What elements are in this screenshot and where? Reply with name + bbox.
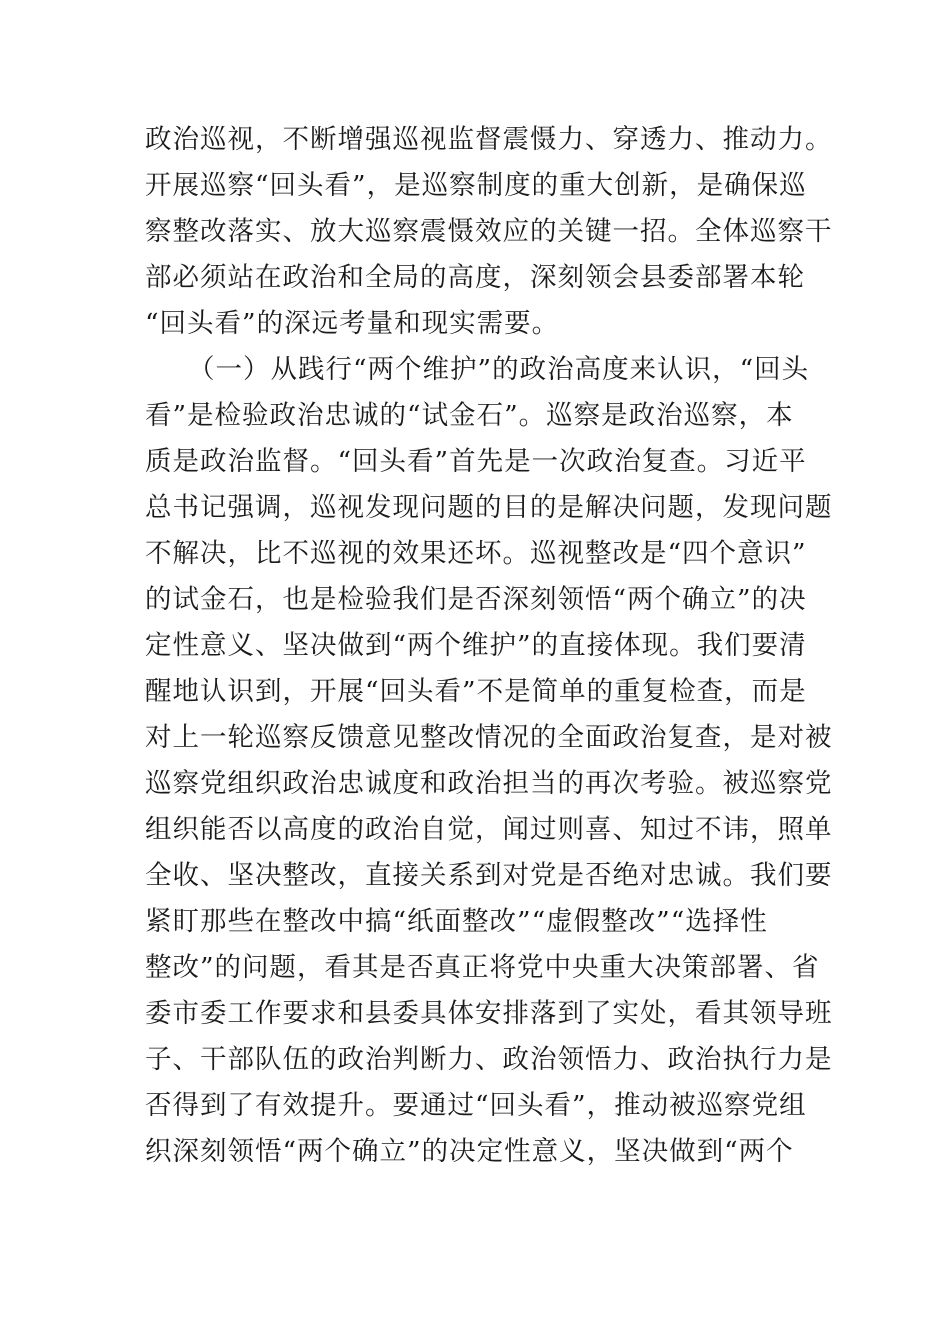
text-line: 织深刻领悟“两个确立”的决定性意义，坚决做到“两个 (145, 1136, 794, 1167)
text-line: （一）从践行“两个维护”的政治高度来认识，“回头 (188, 354, 810, 385)
text-line: 醒地认识到，开展“回头看”不是简单的重复检查，而是 (145, 676, 807, 707)
text-line: 委市委工作要求和县委具体安排落到了实处，看其领导班 (145, 998, 833, 1029)
text-line: 不解决，比不巡视的效果还坏。巡视整改是“四个意识” (145, 538, 807, 569)
text-line: 巡察党组织政治忠诚度和政治担当的再次考验。被巡察党 (145, 768, 833, 799)
text-line: 部必须站在政治和全局的高度，深刻领会县委部署本轮 (145, 262, 805, 293)
text-line: 全收、坚决整改，直接关系到对党是否绝对忠诚。我们要 (145, 860, 833, 891)
text-line: 察整改落实、放大巡察震慑效应的关键一招。全体巡察干 (145, 216, 833, 247)
text-line: 紧盯那些在整改中搞“纸面整改”“虚假整改”“选择性 (145, 906, 768, 937)
text-line: 否得到了有效提升。要通过“回头看”，推动被巡察党组 (145, 1090, 807, 1121)
text-line: “回头看”的深远考量和现实需要。 (145, 308, 560, 339)
paragraph-2 (145, 347, 833, 1175)
text-line: 子、干部队伍的政治判断力、政治领悟力、政治执行力是 (145, 1044, 833, 1075)
text-line: 质是政治监督。“回头看”首先是一次政治复查。习近平 (145, 446, 807, 477)
text-line: 开展巡察“回头看”，是巡察制度的重大创新，是确保巡 (145, 170, 807, 201)
text-line: 政治巡视，不断增强巡视监督震慑力、穿透力、推动力。 (145, 124, 833, 155)
text-line: 定性意义、坚决做到“两个维护”的直接体现。我们要清 (145, 630, 807, 661)
text-line: 看”是检验政治忠诚的“试金石”。巡察是政治巡察，本 (145, 400, 794, 431)
paragraph-1 (145, 117, 833, 347)
text-line: 整改”的问题，看其是否真正将党中央重大决策部署、省 (145, 952, 820, 983)
text-line: 的试金石，也是检验我们是否深刻领悟“两个确立”的决 (145, 584, 807, 615)
body-text (145, 117, 833, 1175)
text-line: 组织能否以高度的政治自觉，闻过则喜、知过不讳，照单 (145, 814, 833, 845)
text-line: 对上一轮巡察反馈意见整改情况的全面政治复查，是对被 (145, 722, 833, 753)
text-line: 总书记强调，巡视发现问题的目的是解决问题，发现问题 (145, 492, 833, 523)
